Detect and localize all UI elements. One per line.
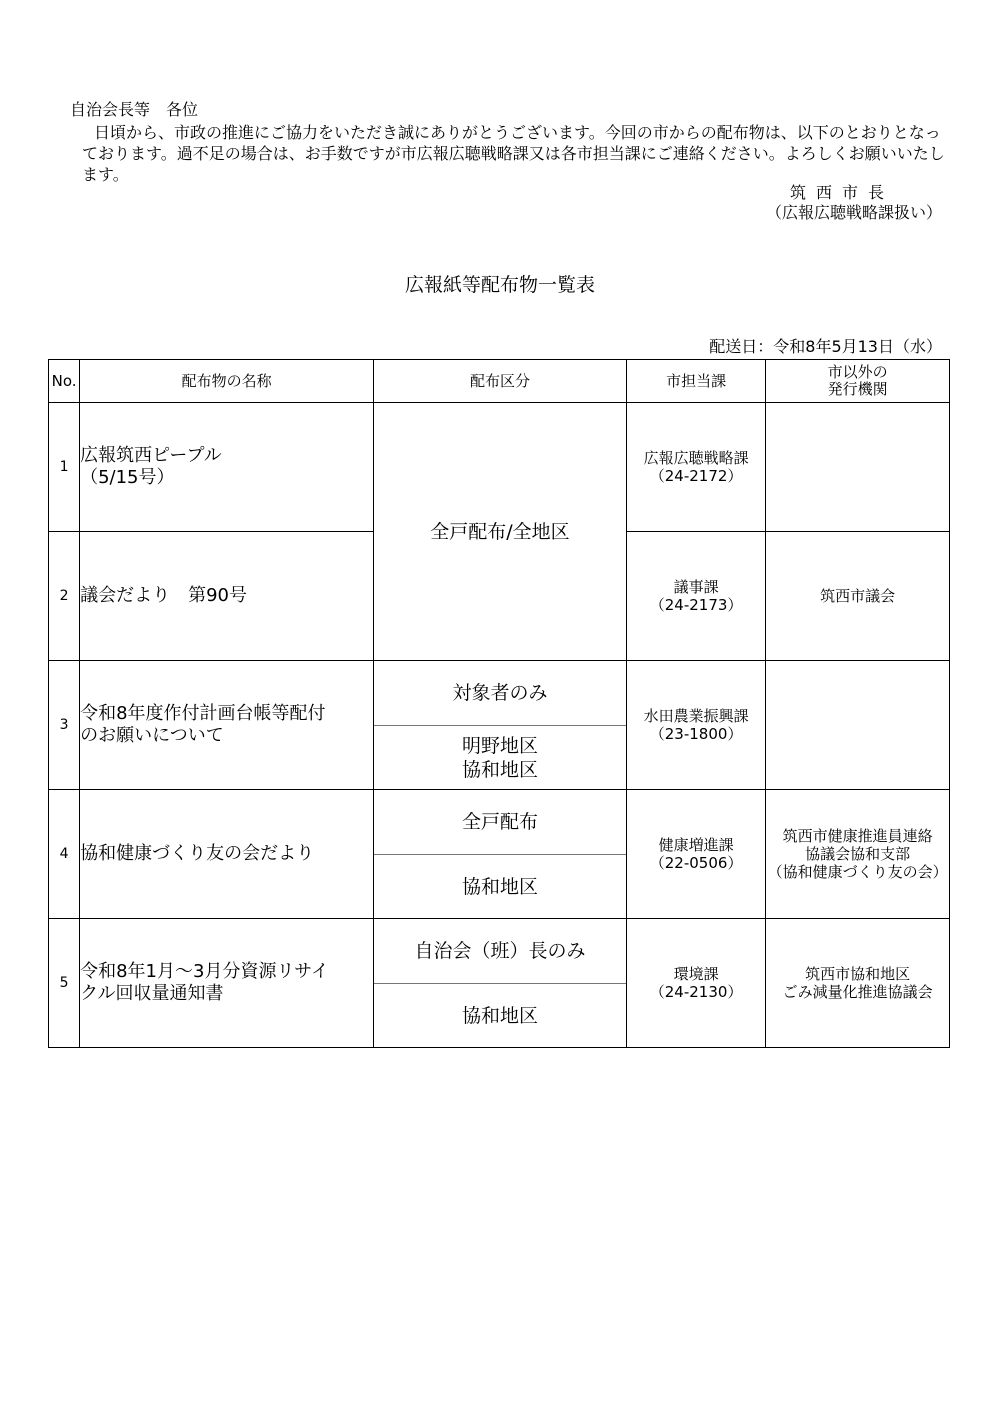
org-line1: 筑西市健康推進員連絡 (782, 827, 933, 845)
header-distribution: 配布区分 (374, 360, 627, 403)
org-line3: （協和健康づくり友の会） (767, 863, 948, 881)
table-row (49, 403, 950, 532)
distribution-target: 自治会（班）長のみ (374, 919, 626, 984)
header-org (766, 360, 950, 403)
distribution-cell (374, 919, 627, 1048)
dept-cell (626, 790, 765, 919)
item-name: 議会だより 第90号 (80, 532, 374, 661)
dept-cell (626, 661, 765, 790)
org-line1: 筑西市協和地区 (805, 965, 911, 983)
distribution-target: 全戸配布 (374, 790, 626, 855)
org-line2: ごみ減量化推進協議会 (782, 983, 933, 1001)
intro-text: 日頃から、市政の推進にご協力をいただき誠にありがとうございます。今回の市からの配布物は、以下のとおりとなっております。過不足の場合は、お手数ですが市広報広聴戦略課又は各市担当課にご連絡ください。よろしくお願いいたします。 (82, 123, 945, 184)
table-row (49, 790, 950, 919)
delivery-date: 配送日：令和8年5月13日（水） (709, 337, 942, 356)
item-name-line1: 令和8年1月～3月分資源リサイ (80, 961, 329, 982)
sender-block (700, 183, 942, 223)
item-name (80, 661, 374, 790)
distribution-cell (374, 661, 627, 790)
sender-dept: （広報広聴戦略課扱い） (765, 203, 942, 222)
table-row (49, 919, 950, 1048)
distribution-cell: 全戸配布/全地区 (374, 403, 627, 661)
item-name (80, 403, 374, 532)
dept-phone: （22-0506） (649, 854, 743, 872)
org-cell (766, 919, 950, 1048)
table-row (49, 661, 950, 790)
header-dept: 市担当課 (626, 360, 765, 403)
org-cell (766, 790, 950, 919)
distribution-area: 協和地区 (461, 1004, 538, 1027)
greeting: 自治会長等 各位 (70, 100, 199, 119)
org-cell (766, 403, 950, 532)
dept-phone: （24-2130） (649, 983, 743, 1001)
dept-phone: （23-1800） (649, 725, 743, 743)
row-no: 5 (49, 919, 80, 1048)
row-no: 4 (49, 790, 80, 919)
org-cell (766, 661, 950, 790)
dept-name: 広報広聴戦略課 (643, 449, 749, 467)
item-name-line2: （5/15号） (80, 467, 175, 488)
distribution-area-line2: 協和地区 (461, 758, 538, 781)
distribution-target: 対象者のみ (374, 661, 626, 726)
org-line2: 協議会協和支部 (805, 845, 911, 863)
org-cell: 筑西市議会 (766, 532, 950, 661)
item-name-line2: クル回収量通知書 (80, 983, 224, 1004)
header-name: 配布物の名称 (80, 360, 374, 403)
row-no: 1 (49, 403, 80, 532)
item-name-line1: 令和8年度作付計画台帳等配付 (80, 703, 326, 724)
dept-cell (626, 532, 765, 661)
dept-name: 健康増進課 (658, 836, 734, 854)
item-name-line2: のお願いについて (80, 725, 224, 746)
header-org-line1: 市以外の (827, 363, 888, 381)
item-name: 協和健康づくり友の会だより (80, 790, 374, 919)
header-no: No. (49, 360, 80, 403)
dept-phone: （24-2172） (649, 467, 743, 485)
row-no: 2 (49, 532, 80, 661)
distribution-cell (374, 790, 627, 919)
table-header-row (49, 360, 950, 403)
header-org-line2: 発行機関 (827, 380, 888, 398)
row-no: 3 (49, 661, 80, 790)
intro-paragraph (82, 122, 952, 185)
distribution-table (48, 359, 950, 1048)
dept-name: 環境課 (673, 965, 719, 983)
distribution-area (374, 726, 626, 789)
sender-name: 筑西市長 (789, 183, 894, 202)
dept-phone: （24-2173） (649, 596, 743, 614)
item-name-line1: 広報筑西ピープル (80, 445, 222, 466)
dept-cell (626, 919, 765, 1048)
item-name (80, 919, 374, 1048)
dept-name: 議事課 (673, 578, 719, 596)
distribution-area-line1: 明野地区 (461, 734, 538, 757)
distribution-area: 協和地区 (461, 875, 538, 898)
dept-cell (626, 403, 765, 532)
document-title: 広報紙等配布物一覧表 (404, 274, 595, 296)
dept-name: 水田農業振興課 (643, 707, 749, 725)
